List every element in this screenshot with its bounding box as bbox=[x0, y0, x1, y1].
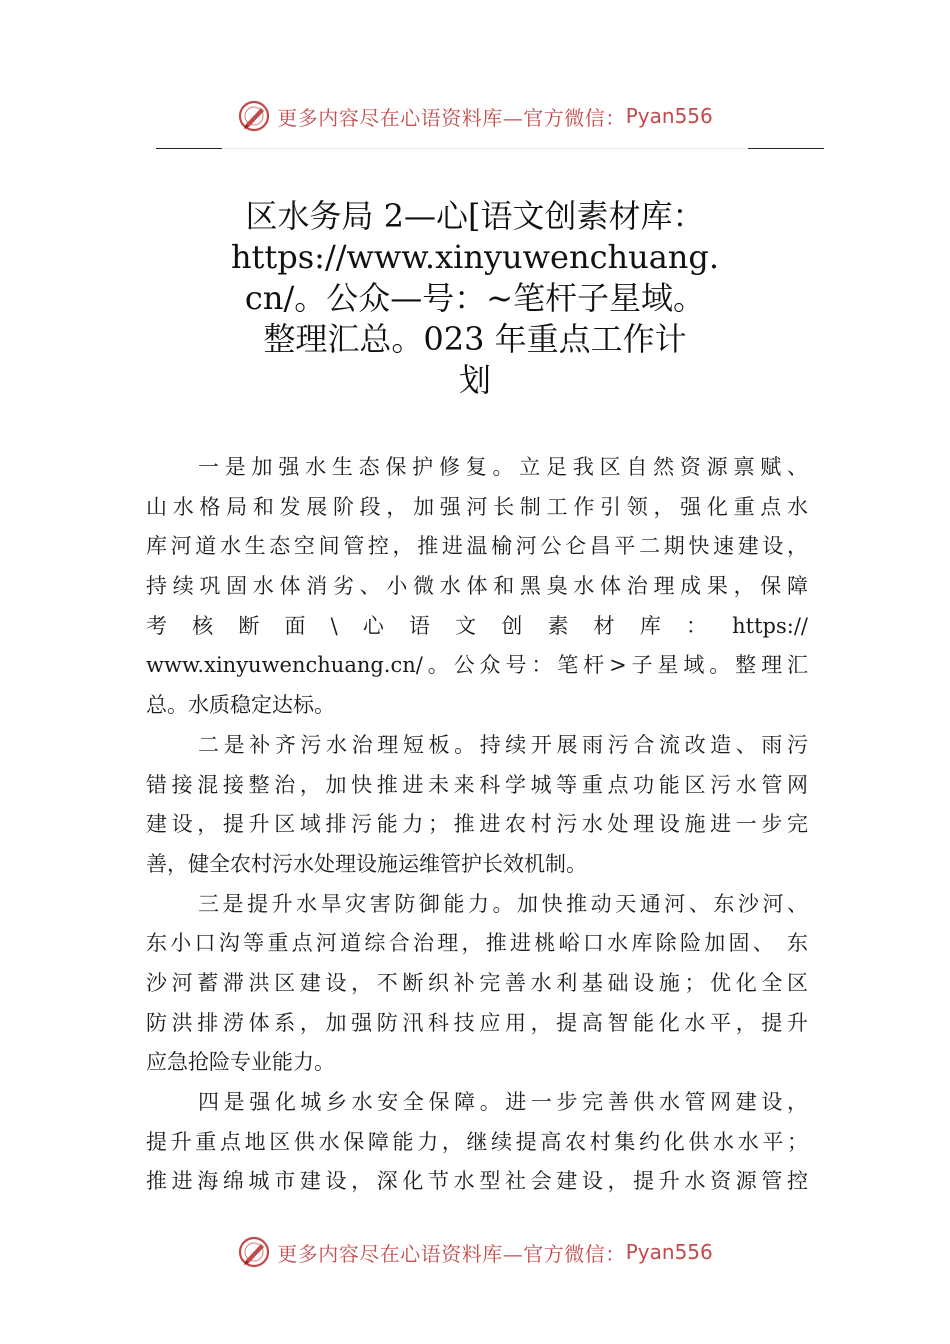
watermark-dash: —官方微信： bbox=[502, 105, 626, 130]
document-title bbox=[150, 196, 800, 401]
paragraph-line: 沙河蓄滞洪区建设，不断织补完善水利基础设施；优化全区 bbox=[146, 970, 808, 995]
header-rule-right bbox=[748, 148, 824, 149]
watermark-text: 更多内容尽在心语资料库 bbox=[277, 1241, 503, 1266]
paragraph-first-line: 四是强化城乡水安全保障。进一步完善供水管网建设， bbox=[198, 1090, 808, 1114]
document-body bbox=[146, 448, 808, 1202]
footer-watermark-banner bbox=[0, 1232, 950, 1272]
paragraph-line: 错接混接整治，加快推进未来科学城等重点功能区污水管网 bbox=[146, 772, 808, 797]
paragraph-line: 应急抢险专业能力。 bbox=[146, 1050, 335, 1075]
header-rule-left bbox=[156, 148, 222, 149]
paragraph-line: 山水格局和发展阶段，加强河长制工作引领，强化重点水 bbox=[146, 494, 808, 519]
paragraph-first-line: 一是加强水生态保护修复。立足我区自然资源禀赋、 bbox=[198, 455, 808, 479]
paragraph-line: 提升重点地区供水保障能力，继续提高农村集约化供水水平； bbox=[146, 1129, 808, 1154]
paragraph-line: 库河道水生态空间管控，推进温榆河公仑昌平二期快速建设， bbox=[146, 534, 808, 559]
watermark-wechat-id: Pyan556 bbox=[625, 104, 713, 128]
paragraph-line: 建设，提升区域排污能力；推进农村污水处理设施进一步完 bbox=[146, 812, 808, 837]
paragraph-line: 持续巩固水体消劣、小微水体和黑臭水体治理成果，保障 bbox=[146, 574, 808, 599]
paragraph-line: 防洪排涝体系，加强防汛科技应用，提高智能化水平，提升 bbox=[146, 1010, 808, 1035]
title-line: cn/。公众—号：~笔杆子星域。 bbox=[244, 279, 706, 317]
title-line: 区水务局 2—心[语文创素材库： bbox=[245, 197, 705, 235]
paragraph-line: 推进海绵城市建设，深化节水型社会建设，提升水资源管控 bbox=[146, 1169, 808, 1194]
header-rule-middle bbox=[222, 148, 748, 149]
paragraph-line: 善，健全农村污水处理设施运维管护长效机制。 bbox=[146, 851, 587, 876]
paragraph-line: 东小口沟等重点河道综合治理，推进桃峪口水库除险加固、 东 bbox=[146, 931, 808, 956]
title-line: https://www.xinyuwenchuang. bbox=[230, 238, 720, 276]
watermark-text: 更多内容尽在心语资料库 bbox=[277, 105, 503, 130]
watermark-wechat-id: Pyan556 bbox=[625, 1240, 713, 1264]
pen-seal-icon bbox=[237, 99, 271, 133]
paragraph-first-line: 二是补齐污水治理短板。持续开展雨污合流改造、雨污 bbox=[198, 732, 808, 757]
paragraph-line: 考核断面\心语文创素材库：https:// bbox=[146, 613, 808, 638]
paragraph-line: www.xinyuwenchuang.cn/。公众号：笔杆>子星域。整理汇 bbox=[146, 653, 808, 678]
paragraph-first-line: 三是提升水旱灾害防御能力。加快推动天通河、东沙河、 bbox=[198, 891, 808, 916]
title-line: 整理汇总。023 年重点工作计 bbox=[263, 320, 687, 358]
title-line: 划 bbox=[458, 361, 491, 399]
pen-seal-icon bbox=[237, 1235, 271, 1269]
watermark-dash: —官方微信： bbox=[502, 1241, 626, 1266]
paragraph-line: 总。水质稳定达标。 bbox=[146, 693, 335, 718]
header-watermark-banner bbox=[0, 96, 950, 136]
